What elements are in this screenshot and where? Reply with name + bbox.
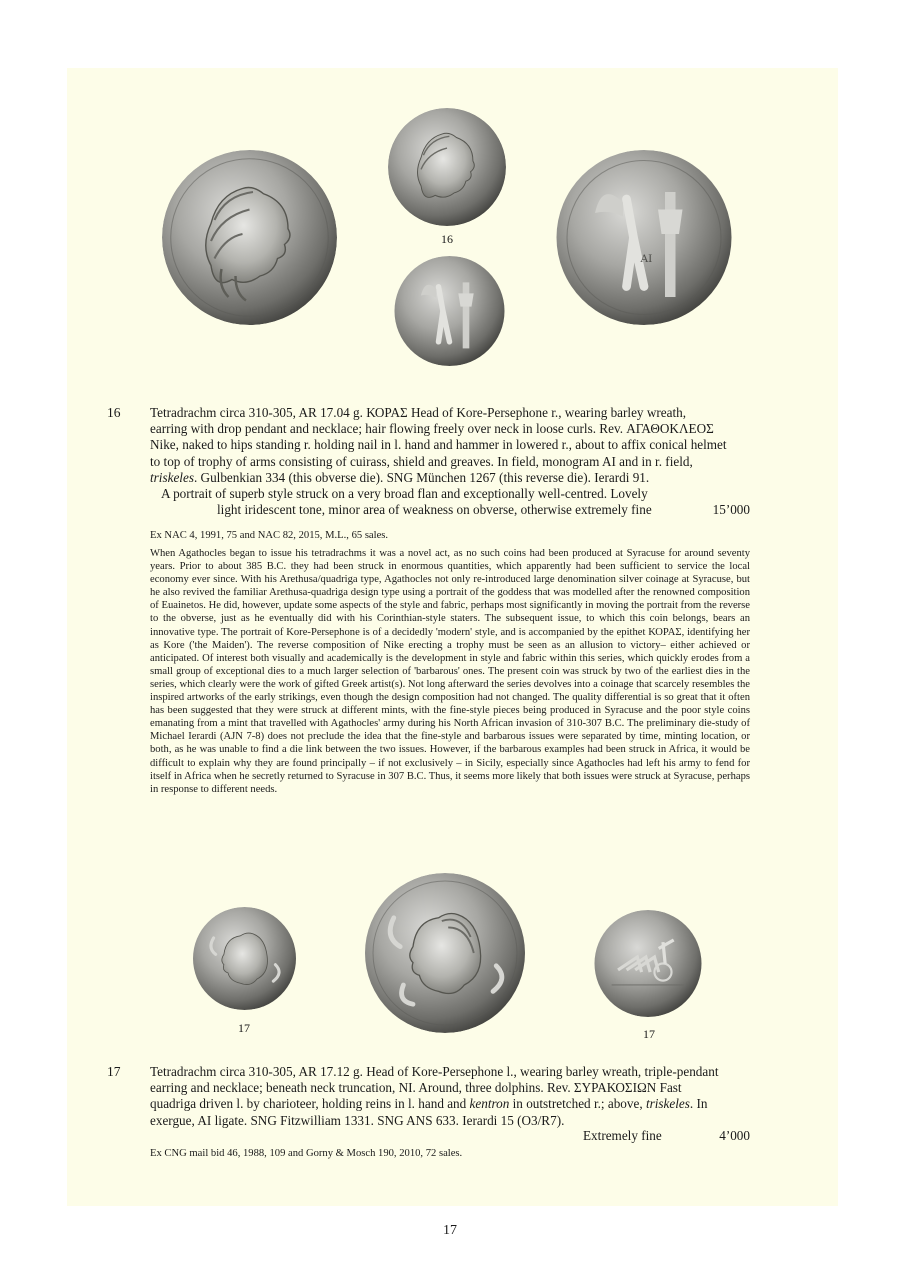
lot-17-desc-line: Tetradrachm circa 310-305, AR 17.12 g. Head of Kore-Persephone l., wearing barley wreath, triple-pendant [150,1064,719,1079]
lot-16-comment-line-1: A portrait of superb style struck on a very broad flan and exceptionally well-centred. Lovely [161,486,648,501]
lot-17-text: in outstretched r.; above, [509,1096,646,1112]
lot-17-desc-line: exergue, AI ligate. SNG Fitzwilliam 1331. SNG ANS 633. Ierardi 15 (O3/R7). [150,1112,565,1128]
lot-17-provenance: Ex CNG mail bid 46, 1988, 109 and Gorny & Mosch 190, 2010, 72 sales. [150,1148,463,1159]
coin-17-obverse-small [191,907,298,1010]
lot-17-description [150,1064,750,1129]
lot-16-desc-line [150,470,750,486]
lot-16-desc-line: earring with drop pendant and necklace; hair flowing freely over neck in loose curls. Rev. ΑΓΑΘΟΚΛΕΟΣ [150,421,714,437]
lot-17-text: quadriga driven l. by charioteer, holding reins in l. hand and [150,1096,470,1112]
coin-17-obverse-large [364,873,526,1033]
lot-16-number: 16 [107,405,121,420]
lot-17-italic-term: triskeles [645,1096,690,1112]
lot-16-photo-label: 16 [441,232,453,246]
lot-17-price: 4’000 [719,1128,750,1143]
coin-16-reverse-small [392,256,507,366]
lot-16-comment-line-2: light iridescent tone, minor area of weakness on obverse, otherwise extremely fine [217,502,652,517]
page-number: 17 [443,1223,457,1238]
lot-16-desc-line: Nike, naked to hips standing r. holding nail in l. hand and hammer in lowered r., about to affix conical helmet [150,437,727,453]
lot-16-price: 15’000 [712,502,750,517]
coin-16-obverse-small [388,108,506,226]
lot-17-italic-term: kentron [469,1096,510,1112]
svg-text:AI: AI [640,253,653,265]
lot-17-number: 17 [107,1064,121,1079]
coin-16-reverse-large [554,150,734,325]
lot-17-text: . In [689,1096,708,1112]
lot-17-photo-label-left: 17 [238,1021,250,1035]
lot-17-desc-line: earring and necklace; beneath neck truncation, NI. Around, three dolphins. Rev. ΣΥΡΑΚΟΣΙΩΝ Fast [150,1080,682,1096]
lot-16-italic-term: triskeles [150,469,194,485]
coin-17-reverse [593,910,703,1017]
lot-17-grade: Extremely fine [583,1128,662,1143]
lot-16-desc-line: to top of trophy of arms consisting of cuirass, shield and greaves. In field, monogram AI and in r. field, [150,453,693,469]
lot-17-desc-line [150,1096,750,1112]
lot-16-essay: When Agathocles began to issue his tetradrachms it was a novel act, as no such coins had been produced at Syracuse for around seventy years. Prior to about 385 B.C. they had been struck in enormous quantities, which apparently had been sufficient to service the local economy ever since. With his Arethusa/quadriga type, Agathocles not only re-introduced large denomination silver coinage at Syracuse, but he also revived the familiar Arethusa-quadriga design type using a portrait of the goddess that was modelled after the renowned composition of Euainetos. He did, however, update some aspects of the style and fabric, perhaps most significantly in moving the portrait from the reverse to the obverse, just as he eventually did with his Corinthian-style staters. The subsequent issue, to which this coin belongs, bears an innovative type. The portrait of Kore-Persephone is of a decidedly 'modern' style, and is accompanied by the epithet ΚΟΡΑΣ, identifying her as Kore ('the Maiden'). The reverse composition of Nike erecting a trophy must be seen as an allusion to victory– either achieved or anticipated. Of interest both visually and academically is the development in style and fabric within this series, which quickly erodes from a small group of exceptional dies to a much larger selection of 'barbarous' ones. The present coin was struck by two of the earliest dies in the series, which clearly were the work of gifted Greek artist(s). Not long afterward the series devolves into a coinage that scarcely resembles the inspired artworks of the early strikings, even though the design composition had not changed. The quality differential is so great that it often has been suggested that they were struck at different mints, with the fine-style pieces being produced in Syracuse and the poor style coins emanating from a mint that travelled with Agathocles' army during his North African invasion of 310-307 B.C. The preliminary die-study of Michael Ierardi (AJN 7-8) does not preclude the idea that the fine-style and barbarous issues were separated by time, minting location, or both, as he was unable to find a die link between the two issues. However, if the barbarous examples had been struck in Africa, it would be difficult to explain why they are found principally – if not exclusively – in Sicily, especially since Agathocles had left his army to fend for itself in Africa when he secretly returned to Syracuse in 307 B.C. Thus, it seems more likely that both issues were struck at Syracuse, perhaps in response to different needs. [150,548,750,795]
lot-16-provenance: Ex NAC 4, 1991, 75 and NAC 82, 2015, M.L., 65 sales. [150,530,389,541]
coin-16-obverse-large [162,150,337,325]
lot-16-description [150,405,750,486]
lot-16-references: . Gulbenkian 334 (this obverse die). SNG München 1267 (this reverse die). Ierardi 91. [193,469,650,485]
lot-17-photo-label-right: 17 [643,1027,655,1041]
lot-16-title-line: Tetradrachm circa 310-305, AR 17.04 g. ΚΟΡΑΣ Head of Kore-Persephone r., wearing barley wreath, [150,405,687,420]
